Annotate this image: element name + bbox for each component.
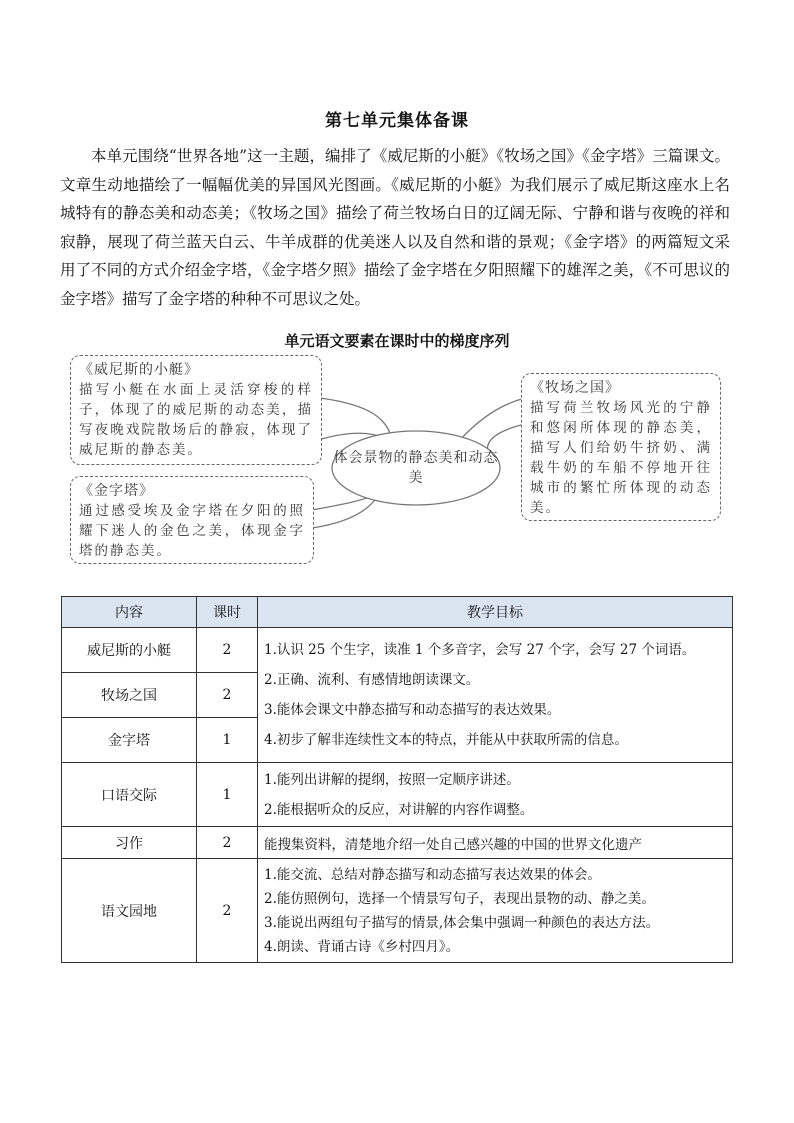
lesson-name: 威尼斯的小艇 (62, 628, 196, 673)
teaching-goals-table (61, 596, 733, 963)
speaking-goals-cell (258, 763, 733, 827)
lesson-hours: 1 (222, 732, 232, 748)
box-pyramid-title: 《金字塔》 (79, 483, 154, 499)
lesson-goals-cell (258, 628, 733, 763)
speaking-hours: 1 (197, 763, 258, 827)
goal-item: 2.正确、流利、有感情地朗读课文。 (264, 672, 480, 688)
page-title: 第七单元集体备课 (325, 111, 469, 131)
table-row (62, 763, 733, 827)
box-venice-title: 《威尼斯的小艇》 (79, 362, 199, 378)
goal-item: 2.能仿照例句，选择一个情景写句子，表现出景物的动、静之美。 (264, 890, 655, 907)
box-pyramid (70, 476, 314, 564)
writing-goal: 能搜集资料，清楚地介绍一处自己感兴趣的中国的世界文化遗产 (258, 827, 733, 859)
lesson-hours: 2 (197, 628, 257, 673)
diagram-title: 单元语文要素在课时中的梯度序列 (284, 332, 510, 350)
garden-goals-cell (258, 859, 733, 963)
goal-item: 4.初步了解非连续性文本的特点，并能从中获取所需的信息。 (264, 732, 628, 748)
box-pasture (521, 373, 721, 521)
lesson-name: 金字塔 (108, 733, 150, 749)
goal-item: 2.能根据听众的反应，对讲解的内容作调整。 (264, 801, 534, 818)
box-pyramid-text: 通过感受埃及金字塔在夕阳的照耀下迷人的金色之美，体现金字塔的静态美。 (79, 503, 305, 559)
header-content: 内容 (62, 597, 197, 628)
goal-item: 3.能体会课文中静态描写和动态描写的表达效果。 (264, 702, 561, 718)
header-hours: 课时 (197, 597, 258, 628)
speaking-name: 口语交际 (62, 763, 197, 827)
goal-item: 1.能列出讲解的提纲，按照一定顺序讲述。 (264, 771, 520, 788)
box-venice-text: 描写小艇在水面上灵活穿梭的样子，体现了的威尼斯的动态美，描写夜晚戏院散场后的静寂，体现了威尼斯的静态美。 (79, 382, 313, 458)
goal-item: 1.认识 25 个生字，读准 1 个多音字，会写 27 个字，会写 27 个词语。 (264, 642, 696, 658)
writing-hours: 2 (197, 827, 258, 859)
unit-introduction: 本单元围绕“世界各地”这一主题，编排了《威尼斯的小艇》《牧场之国》《金字塔》三篇课文。文章生动地描绘了一幅幅优美的异国风光图画。《威尼斯的小艇》为我们展示了威尼斯这座水上名城特有的静态美和动态美；《牧场之国》描绘了荷兰牧场白日的辽阔无际、宁静和谐与夜晚的祥和寂静，展现了荷兰蓝天白云、牛羊成群的优美迷人以及自然和谐的景观；《金字塔》的两篇短文采用了不同的方式介绍金字塔，《金字塔夕照》描绘了金字塔在夕阳照耀下的雄浑之美，《不可思议的金字塔》描写了金字塔的种种不可思议之处。 (60, 147, 730, 308)
lesson-hours-cell (197, 628, 258, 763)
lesson-hours: 2 (197, 673, 257, 718)
table-row (62, 628, 733, 763)
goal-item: 1.能交流、总结对静态描写和动态描写表达效果的体会。 (264, 866, 601, 883)
goal-item: 4.朗读、背诵古诗《乡村四月》。 (264, 938, 460, 955)
goal-item: 3.能说出两组句子描写的情景,体会集中强调一种颜色的表达方法。 (264, 914, 660, 931)
garden-hours: 2 (197, 859, 258, 963)
writing-name: 习作 (62, 827, 197, 859)
box-pasture-text: 描写荷兰牧场风光的宁静和悠闲所体现的静态美，描写人们给奶牛挤奶、满载牛奶的车船不停地开往城市的繁忙所体现的动态美。 (530, 400, 712, 516)
box-pasture-title: 《牧场之国》 (530, 380, 620, 396)
box-venice-boat (70, 355, 322, 465)
header-goals: 教学目标 (258, 597, 733, 628)
garden-name: 语文园地 (62, 859, 197, 963)
table-row (62, 859, 733, 963)
table-header-row (62, 597, 733, 628)
mind-map-center: 体会景物的静态美和动态美 (333, 450, 499, 486)
lesson-names-cell (62, 628, 197, 763)
table-row (62, 827, 733, 859)
lesson-name: 牧场之国 (62, 673, 196, 718)
